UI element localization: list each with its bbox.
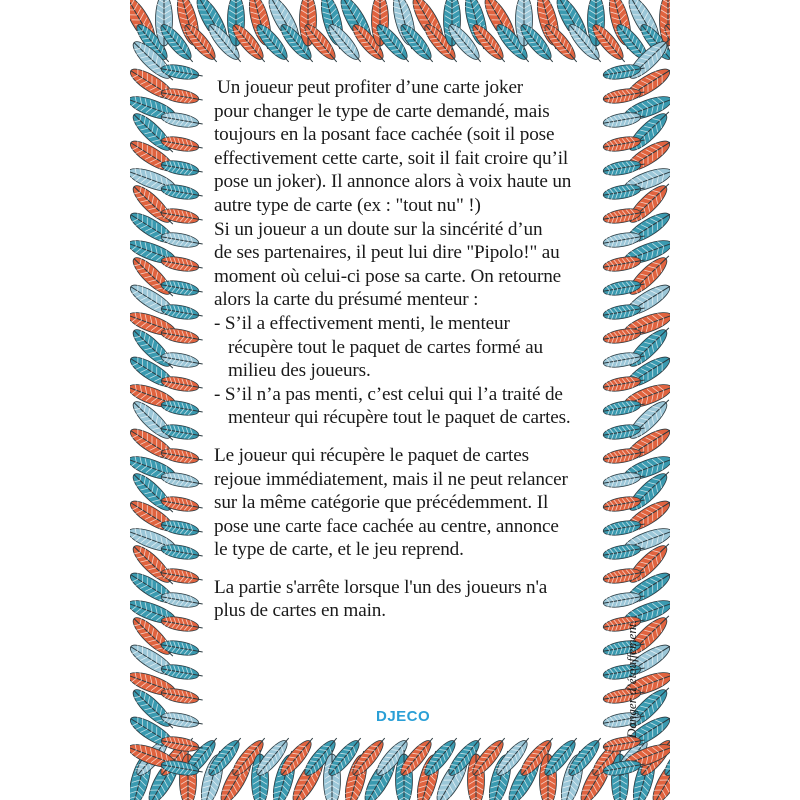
text-line: milieu des joueurs. xyxy=(228,360,371,382)
text-line: Si un joueur a un doute sur la sincérité d’un xyxy=(214,218,543,240)
text-line: pose un joker). Il annonce alors à voix haute un xyxy=(214,171,572,193)
feather-icon xyxy=(160,446,204,466)
feather-icon xyxy=(160,518,204,538)
text-line: Un joueur peut profiter d’une carte joker xyxy=(217,77,524,98)
feather-icon xyxy=(160,422,204,442)
feather-icon xyxy=(160,470,204,490)
djeco-logo: DJECO xyxy=(376,708,431,725)
feather-icon xyxy=(160,398,204,418)
feather-icon xyxy=(160,182,204,202)
text-line: pour changer le type de carte demandé, mais xyxy=(214,100,550,122)
feather-icon xyxy=(160,86,204,106)
feather-icon xyxy=(160,662,204,682)
text-line: toujours en la posant face cachée (soit il pose xyxy=(214,124,555,146)
choking-warning: Danger d’étouffement. xyxy=(624,620,639,738)
feather-icon xyxy=(160,710,204,730)
feather-icon xyxy=(160,230,204,250)
text-line: effectivement cette carte, soit il fait croire qu’il xyxy=(214,147,569,169)
feather-icon xyxy=(160,206,204,226)
text-line: sur la même catégorie que précédemment. Il xyxy=(214,492,549,514)
feather-icon xyxy=(160,566,204,586)
feather-icon xyxy=(160,494,204,514)
bullet-line: - S’il n’a pas menti, c’est celui qui l’a traité de xyxy=(214,383,563,405)
bullet-line: - S’il a effectivement menti, le menteur xyxy=(214,312,510,334)
feather-icon xyxy=(160,134,204,154)
paragraph-gap xyxy=(214,562,614,576)
feather-icon xyxy=(160,62,204,82)
feather-icon xyxy=(160,638,204,658)
feather-icon xyxy=(160,614,204,634)
text-line: plus de cartes en main. xyxy=(214,600,386,622)
text-line: récupère tout le paquet de cartes formé au xyxy=(228,336,543,358)
feather-icon xyxy=(160,302,204,322)
text-line: Le joueur qui récupère le paquet de cartes xyxy=(214,444,529,466)
feather-icon xyxy=(160,326,204,346)
text-line: autre type de carte (ex : "tout nu" !) xyxy=(214,194,481,216)
text-line: moment où celui-ci pose sa carte. On retourne xyxy=(214,265,562,287)
feather-icon xyxy=(160,110,204,130)
feather-icon xyxy=(160,158,204,178)
text-line: La partie s'arrête lorsque l'un des joueurs n'a xyxy=(214,576,548,598)
text-line: rejoue immédiatement, mais il ne peut relancer xyxy=(214,468,568,490)
text-line: le type de carte, et le jeu reprend. xyxy=(214,539,464,561)
text-line: alors la carte du présumé menteur : xyxy=(214,289,479,311)
feather-icon xyxy=(160,590,204,610)
rules-card xyxy=(130,0,670,800)
feather-icon xyxy=(160,350,204,370)
text-line: de ses partenaires, il peut lui dire "Pipolo!" au xyxy=(214,242,560,264)
feather-icon xyxy=(160,686,204,706)
paragraph-gap xyxy=(214,430,614,444)
feather-icon xyxy=(160,278,204,298)
rules-text xyxy=(214,76,614,623)
text-line: menteur qui récupère tout le paquet de cartes. xyxy=(228,407,571,429)
text-line: pose une carte face cachée au centre, annonce xyxy=(214,515,559,537)
feather-icon xyxy=(160,542,204,562)
feather-icon xyxy=(160,374,204,394)
feather-icon xyxy=(160,254,204,274)
